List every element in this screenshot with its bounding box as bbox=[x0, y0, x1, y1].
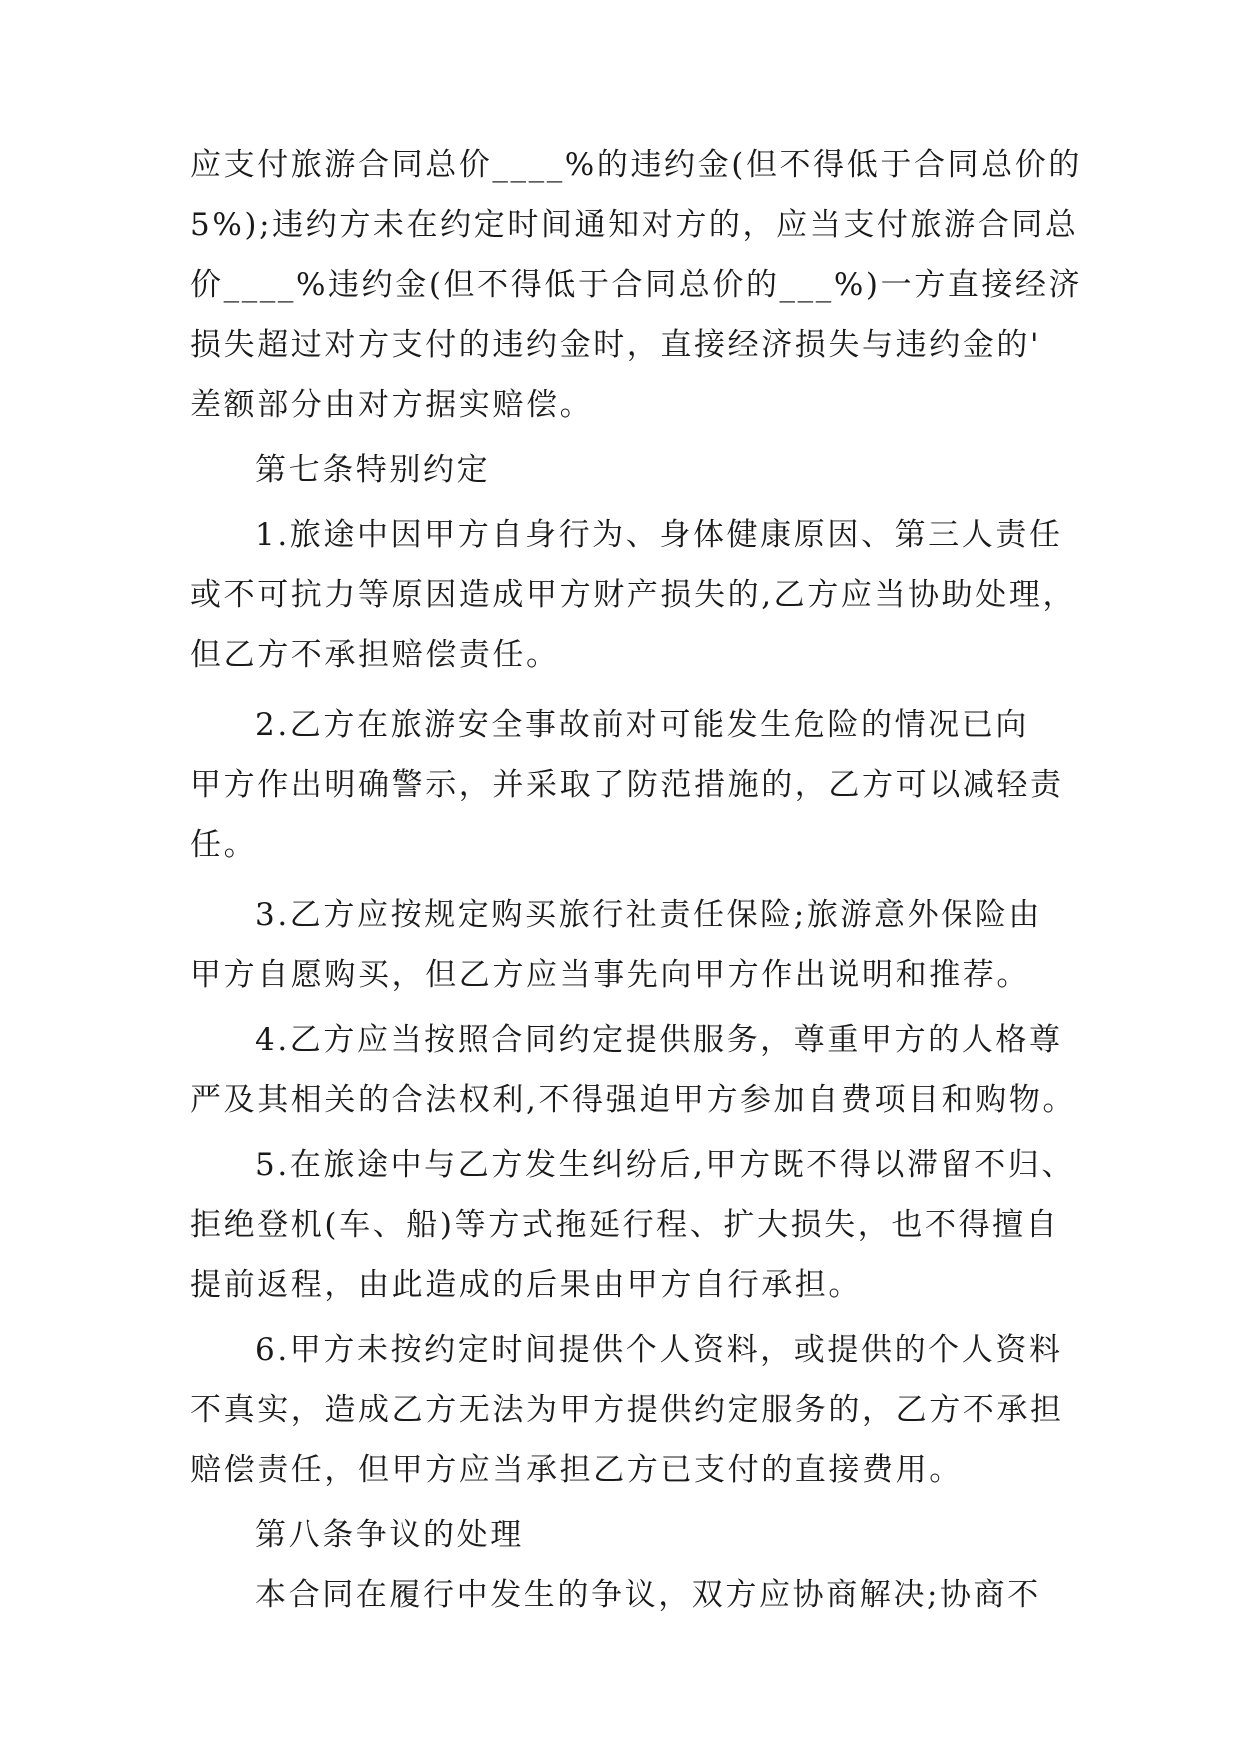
text-line: 6.甲方未按约定时间提供个人资料，或提供的个人资料 bbox=[255, 1332, 1063, 1368]
text-line: 或不可抗力等原因造成甲方财产损失的,乙方应当协助处理， bbox=[190, 577, 1077, 613]
text-line: 提前返程，由此造成的后果由甲方自行承担。 bbox=[190, 1267, 862, 1303]
section-heading: 第八条争议的处理 bbox=[255, 1517, 524, 1553]
text-line: 拒绝登机(车、船)等方式拖延行程、扩大损失，也不得擅自 bbox=[190, 1207, 1060, 1243]
text-line: 本合同在履行中发生的争议，双方应协商解决;协商不 bbox=[255, 1577, 1041, 1613]
text-line: 但乙方不承担赔偿责任。 bbox=[190, 637, 560, 673]
text-line: 4.乙方应当按照合同约定提供服务，尊重甲方的人格尊 bbox=[255, 1022, 1063, 1058]
text-line: 损失超过对方支付的违约金时，直接经济损失与违约金的' bbox=[190, 327, 1042, 363]
text-line: 赔偿责任，但甲方应当承担乙方已支付的直接费用。 bbox=[190, 1452, 963, 1488]
text-line: 5%);违约方未在约定时间通知对方的，应当支付旅游合同总 bbox=[190, 207, 1079, 243]
text-line: 3.乙方应按规定购买旅行社责任保险;旅游意外保险由 bbox=[255, 897, 1043, 933]
text-line: 应支付旅游合同总价____%的违约金(但不得低于合同总价的 bbox=[190, 147, 1082, 183]
text-line: 1.旅途中因甲方自身行为、身体健康原因、第三人责任 bbox=[255, 517, 1063, 553]
text-line: 任。 bbox=[190, 827, 258, 863]
text-line: 2.乙方在旅游安全事故前对可能发生危险的情况已向 bbox=[255, 707, 1029, 743]
text-line: 差额部分由对方据实赔偿。 bbox=[190, 387, 594, 423]
text-line: 不真实，造成乙方无法为甲方提供约定服务的，乙方不承担 bbox=[190, 1392, 1064, 1428]
text-line: 5.在旅途中与乙方发生纠纷后,甲方既不得以滞留不归、 bbox=[255, 1147, 1076, 1183]
text-line: 甲方自愿购买，但乙方应当事先向甲方作出说明和推荐。 bbox=[190, 957, 1030, 993]
section-heading: 第七条特别约定 bbox=[255, 452, 491, 488]
text-line: 严及其相关的合法权利,不得强迫甲方参加自费项目和购物。 bbox=[190, 1082, 1077, 1118]
text-line: 价____%违约金(但不得低于合同总价的___%)一方直接经济 bbox=[190, 267, 1083, 303]
text-line: 甲方作出明确警示，并采取了防范措施的，乙方可以减轻责 bbox=[190, 767, 1064, 803]
